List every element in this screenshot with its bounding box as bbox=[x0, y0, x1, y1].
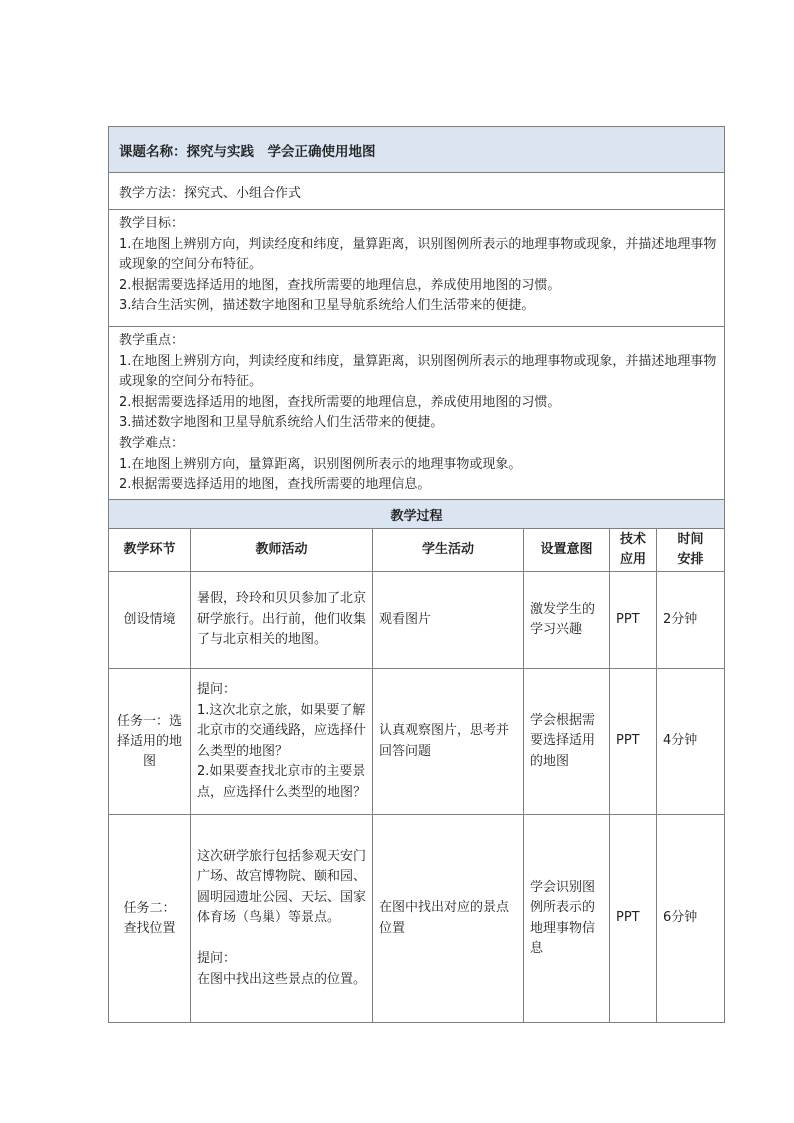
row-stage: 任务二：查找位置 bbox=[109, 815, 191, 1023]
row-intent: 激发学生的学习兴趣 bbox=[524, 572, 610, 669]
goals-heading: 教学目标： bbox=[119, 216, 185, 231]
keypoints-heading: 教学重点： bbox=[119, 333, 185, 348]
row-teacher: 暑假，玲玲和贝贝参加了北京研学旅行。出行前，他们收集了与北京相关的地图。 bbox=[191, 572, 373, 669]
row-tech: PPT bbox=[610, 669, 657, 815]
key-points-and-difficulties bbox=[109, 327, 725, 500]
goals-row bbox=[109, 210, 725, 327]
process-row bbox=[109, 815, 725, 1023]
row-tech: PPT bbox=[610, 572, 657, 669]
lesson-plan-page bbox=[108, 126, 724, 1023]
row-time: 6分钟 bbox=[657, 815, 725, 1023]
lesson-plan-table bbox=[108, 126, 725, 1023]
row-stage: 创设情境 bbox=[109, 572, 191, 669]
row-student: 在图中找出对应的景点位置 bbox=[373, 815, 524, 1023]
method-row bbox=[109, 173, 725, 210]
row-time: 2分钟 bbox=[657, 572, 725, 669]
teaching-method: 教学方法：探究式、小组合作式 bbox=[109, 173, 725, 210]
row-student: 认真观察图片，思考并回答问题 bbox=[373, 669, 524, 815]
row-teacher: 提问： 1.这次北京之旅，如果要了解北京市的交通线路，应选择什么类型的地图？ 2.如果要查找北京市的主要景点，应选择什么类型的地图？ bbox=[191, 669, 373, 815]
goal-item: 3.结合生活实例，描述数字地图和卫星导航系统给人们生活带来的便捷。 bbox=[119, 298, 535, 314]
row-tech: PPT bbox=[610, 815, 657, 1023]
row-student: 观看图片 bbox=[373, 572, 524, 669]
keypoint-item: 3.描述数字地图和卫星导航系统给人们生活带来的便捷。 bbox=[119, 415, 444, 431]
row-intent: 学会识别图例所表示的地理事物信息 bbox=[524, 815, 610, 1023]
col-header-stage: 教学环节 bbox=[109, 529, 191, 572]
lesson-title: 课题名称：探究与实践 学会正确使用地图 bbox=[109, 127, 725, 173]
keypoint-item: 2.根据需要选择适用的地图，查找所需要的地理信息，养成使用地图的习惯。 bbox=[119, 394, 561, 410]
col-header-tech: 技术应用 bbox=[610, 529, 657, 572]
col-header-time: 时间安排 bbox=[657, 529, 725, 572]
title-row bbox=[109, 127, 725, 173]
process-heading: 教学过程 bbox=[109, 500, 725, 529]
keypoint-item: 1.在地图上辨别方向，判读经度和纬度，量算距离，识别图例所表示的地理事物或现象，并描述地理事物或现象的空间分布特征。 bbox=[119, 353, 717, 390]
row-stage: 任务一：选择适用的地图 bbox=[109, 669, 191, 815]
col-header-teacher: 教师活动 bbox=[191, 529, 373, 572]
row-teacher: 这次研学旅行包括参观天安门广场、故宫博物院、颐和园、圆明园遗址公园、天坛、国家体育场（鸟巢）等景点。 提问： 在图中找出这些景点的位置。 bbox=[191, 815, 373, 1023]
difficulty-item: 1.在地图上辨别方向，量算距离，识别图例所表示的地理事物或现象。 bbox=[119, 456, 522, 472]
difficulties-heading: 教学难点： bbox=[119, 435, 185, 451]
keypoints-row bbox=[109, 327, 725, 500]
goal-item: 2.根据需要选择适用的地图，查找所需要的地理信息，养成使用地图的习惯。 bbox=[119, 277, 561, 293]
col-header-intent: 设置意图 bbox=[524, 529, 610, 572]
teaching-goals bbox=[109, 210, 725, 327]
difficulty-item: 2.根据需要选择适用的地图，查找所需要的地理信息。 bbox=[119, 477, 431, 493]
process-row bbox=[109, 572, 725, 669]
process-row bbox=[109, 669, 725, 815]
col-header-student: 学生活动 bbox=[373, 529, 524, 572]
row-time: 4分钟 bbox=[657, 669, 725, 815]
column-header-row bbox=[109, 529, 725, 572]
goal-item: 1.在地图上辨别方向，判读经度和纬度，量算距离，识别图例所表示的地理事物或现象，并描述地理事物或现象的空间分布特征。 bbox=[119, 236, 717, 273]
row-intent: 学会根据需要选择适用的地图 bbox=[524, 669, 610, 815]
process-heading-row bbox=[109, 500, 725, 529]
